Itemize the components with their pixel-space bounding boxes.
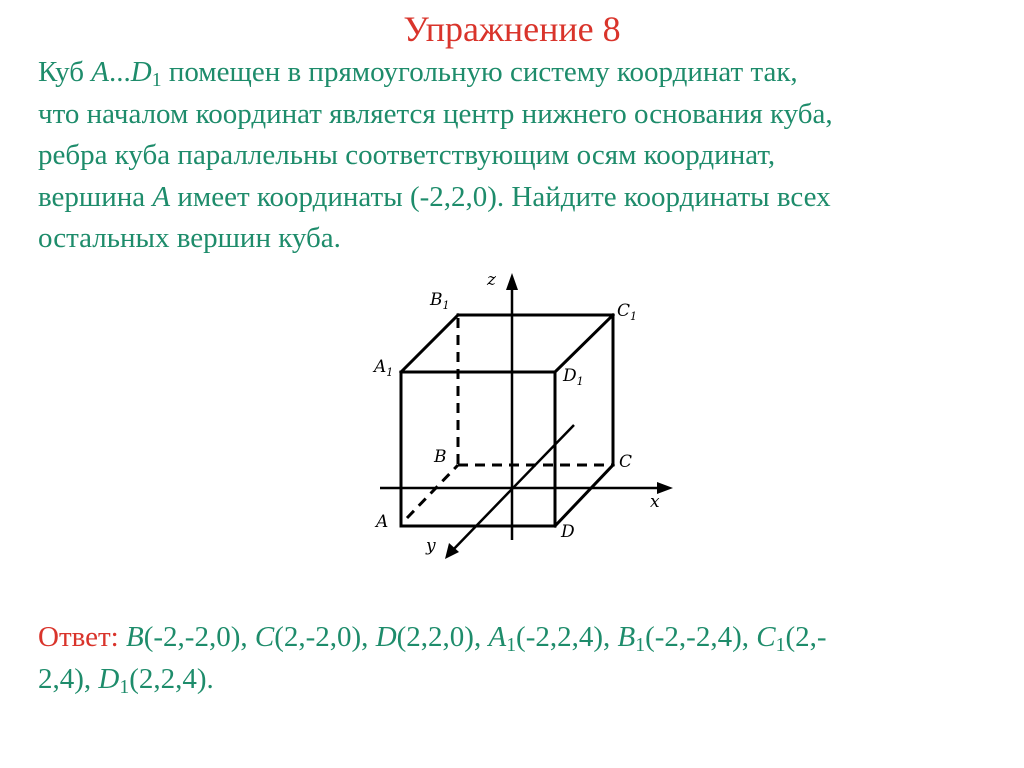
answer-vertex <box>617 621 757 656</box>
answer-vertex-sub: 1 <box>635 633 646 656</box>
answer-vertex-name: D <box>375 621 397 653</box>
text-fragment: помещен в прямоугольную систему координат так, <box>161 56 798 88</box>
answer-vertex <box>488 621 618 656</box>
answer-vertex-name: D <box>98 662 120 695</box>
vertex-label-d1: $D_1$ <box>563 366 584 388</box>
subscript: 1 <box>151 68 162 91</box>
y-axis-label: y <box>426 536 436 556</box>
text-fragment: Куб <box>38 56 92 88</box>
edge-d1-c1 <box>555 315 613 372</box>
vertex-label-b: B <box>434 447 447 467</box>
answer-vertex <box>126 621 255 653</box>
vertex-name: A <box>91 56 110 88</box>
answer-vertex-name: C <box>254 621 275 653</box>
vertex-label-a: A <box>376 512 389 532</box>
problem-statement <box>38 52 988 260</box>
vertex-name: A <box>152 180 171 213</box>
answer-vertex-sub: 1 <box>506 633 517 656</box>
problem-line-3: ребра куба параллельны соответствующим осям координат, <box>38 139 776 171</box>
text-fragment: ... <box>109 56 131 88</box>
answer-vertex-coords: (2,2,0), <box>396 621 489 653</box>
vertex-label-b1: $B_1$ <box>430 290 450 312</box>
vertex-label-c1: $C_1$ <box>617 301 638 323</box>
answer-vertex-name: C <box>756 621 776 653</box>
answer-vertex-name: B <box>126 621 144 653</box>
answer-vertex-coords: (-2,-2,4), <box>645 621 757 653</box>
answer-label: Ответ: <box>38 621 126 653</box>
cube-front-face <box>401 372 555 526</box>
answer-vertex-coords: (-2,2,4), <box>516 621 618 653</box>
z-axis-label: z <box>487 270 496 290</box>
answer-vertex-name: B <box>617 621 636 653</box>
answer-vertex <box>756 621 827 656</box>
problem-line-4 <box>38 177 988 219</box>
edge-d-c <box>555 465 613 526</box>
vertex-name: D <box>130 56 152 88</box>
answer-vertex-coords: (-2,-2,0), <box>143 621 255 653</box>
problem-line-2: что началом координат является центр нижнего основания куба, <box>38 97 833 130</box>
x-axis-label: x <box>650 492 660 512</box>
cube-diagram <box>370 265 680 565</box>
edge-a1-b1 <box>401 315 458 372</box>
problem-line-1 <box>38 52 988 94</box>
answer-vertex <box>376 621 489 653</box>
answer <box>38 617 988 700</box>
answer-vertex-name: A <box>488 621 507 653</box>
text-fragment: вершина <box>38 180 153 213</box>
vertex-label-a1: $A_1$ <box>374 357 394 379</box>
answer-items <box>126 621 827 656</box>
vertex-label-d: D <box>561 522 575 542</box>
answer-vertex-sub: 1 <box>775 633 786 656</box>
slide-title: Упражнение 8 <box>403 9 621 49</box>
answer-vertex-coords: (2,2,4). <box>129 662 214 695</box>
answer-line-1 <box>38 617 988 659</box>
text-fragment: имеет координаты (-2,2,0). Найдите координаты всех <box>170 180 831 213</box>
problem-line-5: остальных вершин куба. <box>38 222 341 254</box>
answer-vertex-coords: (2,-2,0), <box>274 621 376 653</box>
answer-vertex <box>255 621 376 653</box>
vertex-label-c: C <box>619 452 633 472</box>
z-axis-arrow <box>506 273 518 290</box>
answer-continuation: 2,4), <box>38 662 99 695</box>
answer-vertex-coords: (2,- <box>785 621 827 653</box>
answer-line-2 <box>38 659 988 701</box>
answer-vertex-sub: 1 <box>119 675 130 698</box>
edge-a-b-hidden <box>407 465 458 518</box>
